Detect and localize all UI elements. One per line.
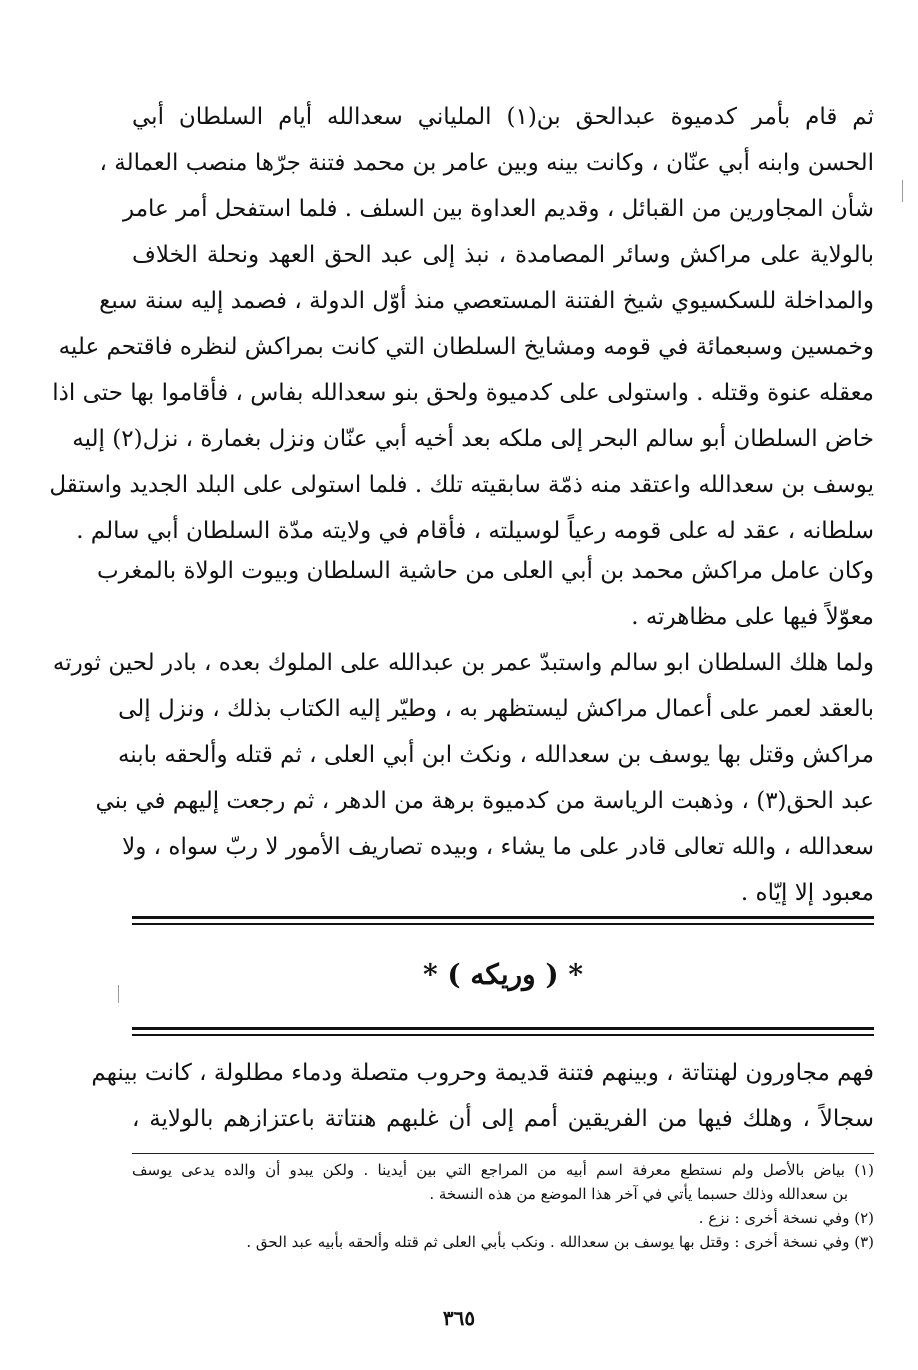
text-line: وكان عامل مراكش محمد بن أبي العلى من حاشية السلطان وبيوت الولاة بالمغرب	[97, 558, 874, 584]
main-paragraph	[49, 94, 874, 554]
scan-edge-mark-left	[118, 985, 119, 1003]
section-divider-bottom	[132, 1027, 874, 1036]
page-number: ٣٦٥	[442, 1306, 476, 1330]
text-line: الحسن وابنه أبي عنّان ، وكانت بينه وبين عامر بن محمد فتنة جرّها منصب العمالة ،	[99, 150, 874, 176]
footnote-separator	[132, 1153, 874, 1154]
footnotes	[132, 1158, 874, 1254]
text-line: خاض السلطان أبو سالم البحر إلى ملكه بعد أخيه أبي عنّان ونزل بغمارة ، نزل(٢) إليه	[72, 426, 874, 452]
text-line: بالولاية على مراكش وسائر المصامدة ، نبذ إلى عبد الحق العهد ونحلة الخلاف	[132, 242, 874, 268]
text-line: مراكش وقتل بها يوسف بن سعدالله ، ونكث ابن أبي العلى ، ثم قتله وألحقه بابنه	[117, 742, 874, 768]
scan-edge-mark-right	[902, 180, 903, 202]
third-paragraph	[52, 640, 874, 916]
footnote-3: (٣) وفي نسخة أخرى : وقتل بها يوسف بن سعدالله . ونكب بأبي العلى ثم قتله وألحقه بأبيه عبد الحق .	[246, 1233, 874, 1251]
text-line: فهم مجاورون لهنتاتة ، وبينهم فتنة قديمة وحروب متصلة ودماء مطلولة ، كانت بينهم	[91, 1060, 874, 1086]
text-line: وخمسين وسبعمائة في قومه ومشايخ السلطان التي كانت بمراكش لنظره فاقتحم عليه	[58, 334, 874, 360]
text-line: شأن المجاورين من القبائل ، وقديم العداوة بين السلف . فلما استفحل أمر عامر	[123, 196, 874, 222]
section-divider-top	[132, 916, 874, 925]
text-line: معوّلاً فيها على مظاهرته .	[631, 604, 874, 630]
text-line: يوسف بن سعدالله واعتقد منه ذمّة سابقيته تلك . فلما استولى على البلد الجديد واستقل	[49, 472, 874, 498]
text-line: معبود إلا إيّاه .	[740, 880, 874, 906]
text-line: والمداخلة للسكسيوي شيخ الفتنة المستعصي منذ أوّل الدولة ، فصمد إليه سنة سبع	[99, 288, 874, 314]
text-line: سعدالله ، والله تعالى قادر على ما يشاء ، وبيده تصاريف الأمور لا ربّ سواه ، ولا	[122, 834, 874, 860]
second-paragraph	[97, 548, 874, 640]
text-line: ثم قام بأمر كدميوة عبدالحق بن(١) الملياني سعدالله أيام السلطان أبي	[132, 104, 874, 130]
footnote-2: (٢) وفي نسخة أخرى : نزع .	[698, 1209, 874, 1227]
text-line: ولما هلك السلطان ابو سالم واستبدّ عمر بن عبدالله على الملوك بعده ، بادر لحين ثورته	[52, 650, 874, 676]
footnote-1-continuation: بن سعدالله وذلك حسبما يأتي في آخر هذا الموضع من هذه النسخة .	[429, 1185, 848, 1203]
text-line: بالعقد لعمر على أعمال مراكش ليستظهر به ، وطيّر إليه الكتاب بذلك ، ونزل إلى	[118, 696, 874, 722]
footnote-1: (١) بياض بالأصل ولم نستطع معرفة اسم أبيه من المراجع التي بين أيدينا . ولكن يبدو أن والده يدعى يوسف	[132, 1161, 874, 1179]
section-heading: * ( وريكه ) *	[422, 958, 584, 991]
text-line: سجالاً ، وهلك فيها من الفريقين أمم إلى أن غلبهم هنتاتة باعتزازهم بالولاية ،	[132, 1106, 874, 1132]
text-line: سلطانه ، عقد له على قومه رعياً لوسيلته ، فأقام في ولايته مدّة السلطان أبي سالم .	[76, 518, 874, 544]
text-line: عبد الحق(٣) ، وذهبت الرياسة من كدميوة برهة من الدهر ، ثم رجعت إليهم في بني	[95, 788, 874, 814]
section-paragraph	[91, 1050, 874, 1142]
text-line: معقله عنوة وقتله . واستولى على كدميوة ولحق بنو سعدالله بفاس ، فأقاموا بها حتى اذا	[52, 380, 874, 406]
